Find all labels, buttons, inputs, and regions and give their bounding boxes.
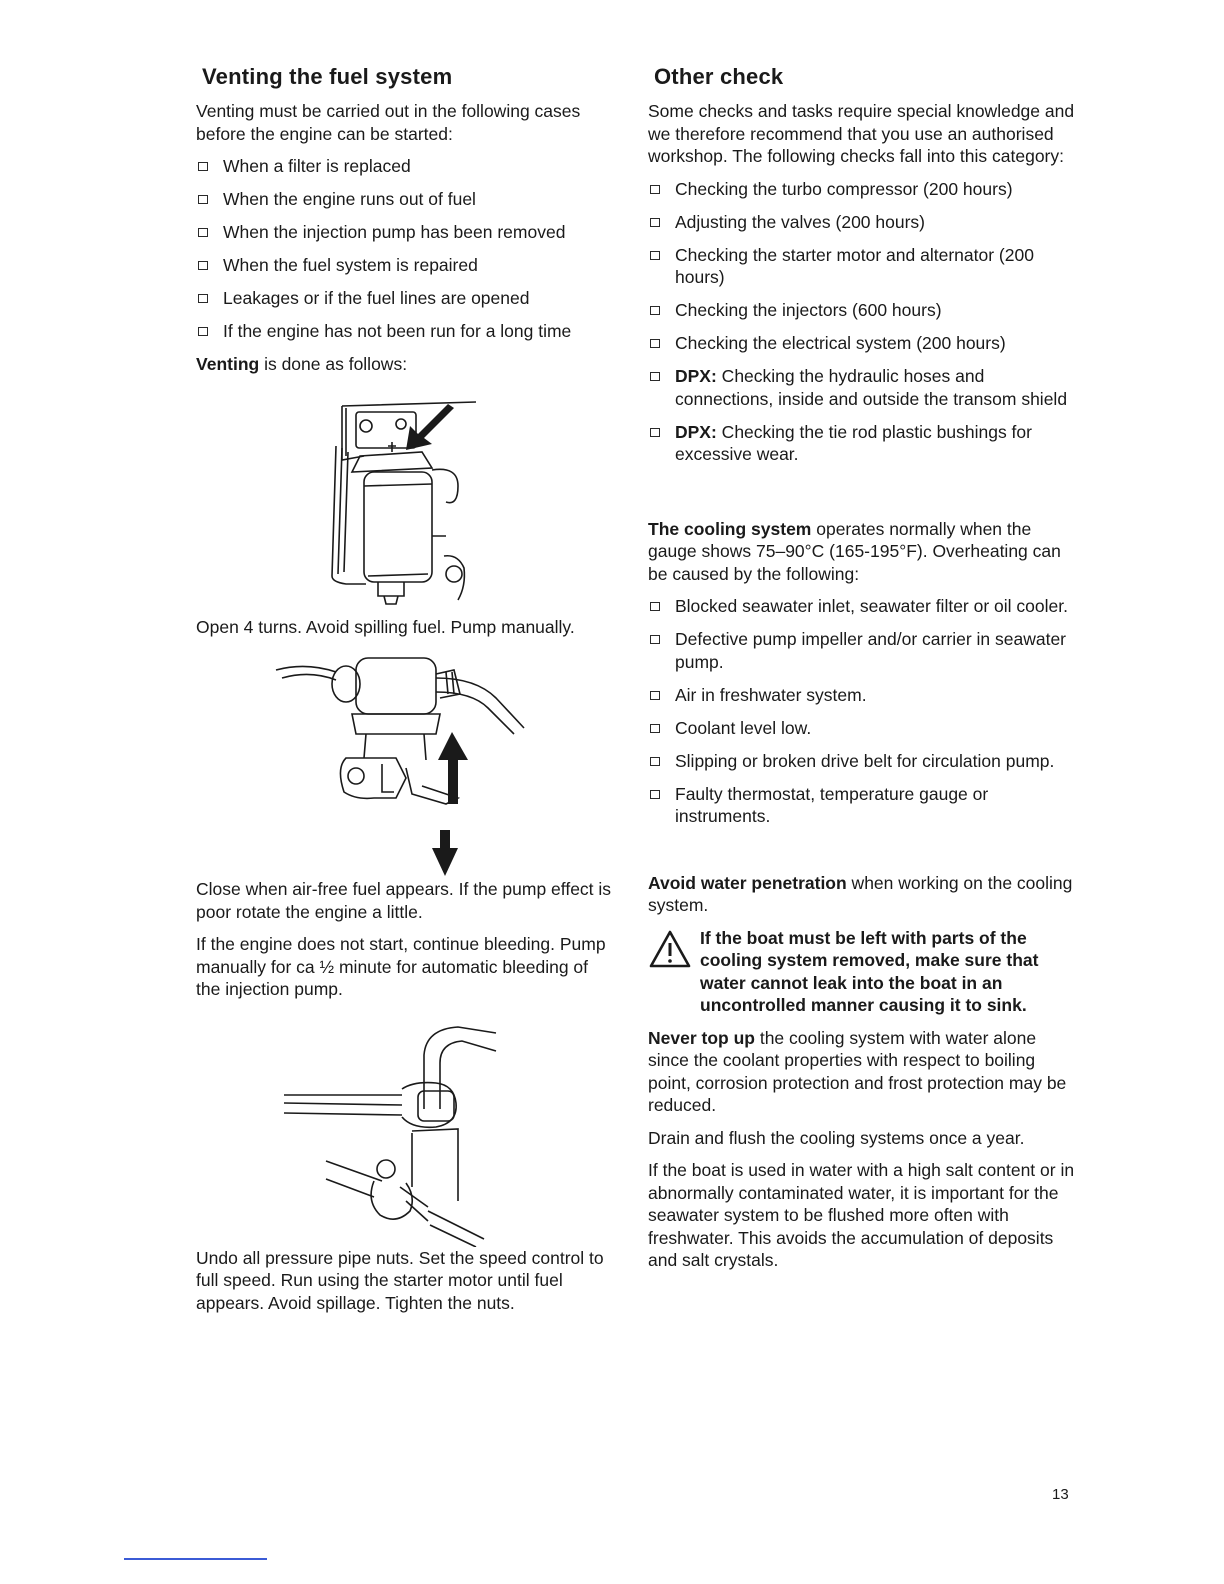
list-item: Faulty thermostat, temperature gauge or instruments.: [648, 783, 1078, 828]
list-item: Coolant level low.: [648, 717, 1078, 740]
list-item: Defective pump impeller and/or carrier in seawater pump.: [648, 628, 1078, 673]
caption-close: Close when air-free fuel appears. If the pump effect is poor rotate the engine a little.: [196, 879, 612, 922]
list-item: Checking the starter motor and alternator (200 hours): [648, 244, 1078, 289]
avoid-water-penetration: Avoid water penetration when working on the cooling system.: [648, 872, 1073, 915]
checkbox-icon: [198, 261, 208, 270]
hand-pump-illustration: [196, 648, 616, 878]
list-item: Leakages or if the fuel lines are opened: [196, 287, 616, 310]
salt-content-note: If the boat is used in water with a high salt content or in abnormally contaminated water, it is important for the seawater system to be flushed more often with freshwater. This avoids the accumulation of deposits and salt crystals.: [648, 1160, 1075, 1270]
checkbox-icon: [198, 327, 208, 336]
checkbox-icon: [198, 195, 208, 204]
list-item: If the engine has not been run for a long time: [196, 320, 616, 343]
checkbox-icon: [650, 185, 660, 194]
checkbox-icon: [650, 251, 660, 260]
checkbox-icon: [650, 602, 660, 611]
left-column: [196, 64, 616, 1324]
list-item: Checking the turbo compressor (200 hours): [648, 178, 1078, 201]
drain-and-flush: Drain and flush the cooling systems once a year.: [648, 1127, 1025, 1148]
list-item: DPX: Checking the tie rod plastic bushings for excessive wear.: [648, 421, 1078, 466]
list-item: When the fuel system is repaired: [196, 254, 616, 277]
venting-intro: Venting must be carried out in the following cases before the engine can be started:: [196, 101, 581, 144]
list-item: Slipping or broken drive belt for circulation pump.: [648, 750, 1078, 773]
checkbox-icon: [650, 691, 660, 700]
list-item: DPX: Checking the hydraulic hoses and connections, inside and outside the transom shield: [648, 365, 1078, 410]
checkbox-icon: [650, 372, 660, 381]
checkbox-icon: [650, 724, 660, 733]
pressure-pipe-nut-illustration: [196, 1011, 616, 1247]
checkbox-icon: [650, 757, 660, 766]
cooling-system-intro: The cooling system operates normally when the gauge shows 75–90°C (165-195°F). Overheating can be caused by the following:: [648, 518, 1061, 584]
checkbox-icon: [650, 306, 660, 315]
other-checks-list: [648, 178, 1078, 466]
warning-triangle-icon: [648, 929, 692, 969]
checkbox-icon: [650, 635, 660, 644]
list-item: When the injection pump has been removed: [196, 221, 616, 244]
section-title-venting: Venting the fuel system: [202, 64, 453, 89]
list-item: Adjusting the valves (200 hours): [648, 211, 1078, 234]
list-item: When the engine runs out of fuel: [196, 188, 616, 211]
caption-undo-nuts: Undo all pressure pipe nuts. Set the speed control to full speed. Run using the starter motor until fuel appears. Avoid spillage. Tighten the nuts.: [196, 1247, 604, 1313]
caption-open-turns: Open 4 turns. Avoid spilling fuel. Pump manually.: [196, 616, 575, 637]
caption-continue: If the engine does not start, continue bleeding. Pump manually for ca ½ minute for automatic bleeding of the injection pump.: [196, 934, 606, 999]
bottom-divider: [124, 1558, 267, 1560]
checkbox-icon: [650, 790, 660, 799]
other-check-intro: Some checks and tasks require special knowledge and we therefore recommend that you use an authorised workshop. The following checks fall into this category:: [648, 101, 1075, 166]
checkbox-icon: [650, 218, 660, 227]
page-number: 13: [1052, 1486, 1069, 1503]
checkbox-icon: [650, 339, 660, 348]
right-column: [648, 64, 1078, 1282]
venting-cases-list: [196, 155, 616, 343]
venting-how: Venting is done as follows:: [196, 354, 408, 374]
never-top-up: Never top up the cooling system with water alone since the coolant properties with respect to boiling point, corrosion protection and frost protection may be reduced.: [648, 1027, 1067, 1115]
list-item: Blocked seawater inlet, seawater filter or oil cooler.: [648, 595, 1078, 618]
list-item: When a filter is replaced: [196, 155, 616, 178]
warning-note: If the boat must be left with parts of the cooling system removed, make sure that water cannot leak into the boat in an uncontrolled manner causing it to sink.: [648, 927, 1078, 1017]
list-item: Checking the injectors (600 hours): [648, 299, 1078, 322]
list-item: Air in freshwater system.: [648, 684, 1078, 707]
overheating-causes-list: [648, 595, 1078, 828]
section-title-other-check: Other check: [654, 64, 784, 89]
checkbox-icon: [650, 428, 660, 437]
checkbox-icon: [198, 228, 208, 237]
list-item: Checking the electrical system (200 hours): [648, 332, 1078, 355]
fuel-filter-illustration: [196, 386, 616, 616]
checkbox-icon: [198, 162, 208, 171]
checkbox-icon: [198, 294, 208, 303]
